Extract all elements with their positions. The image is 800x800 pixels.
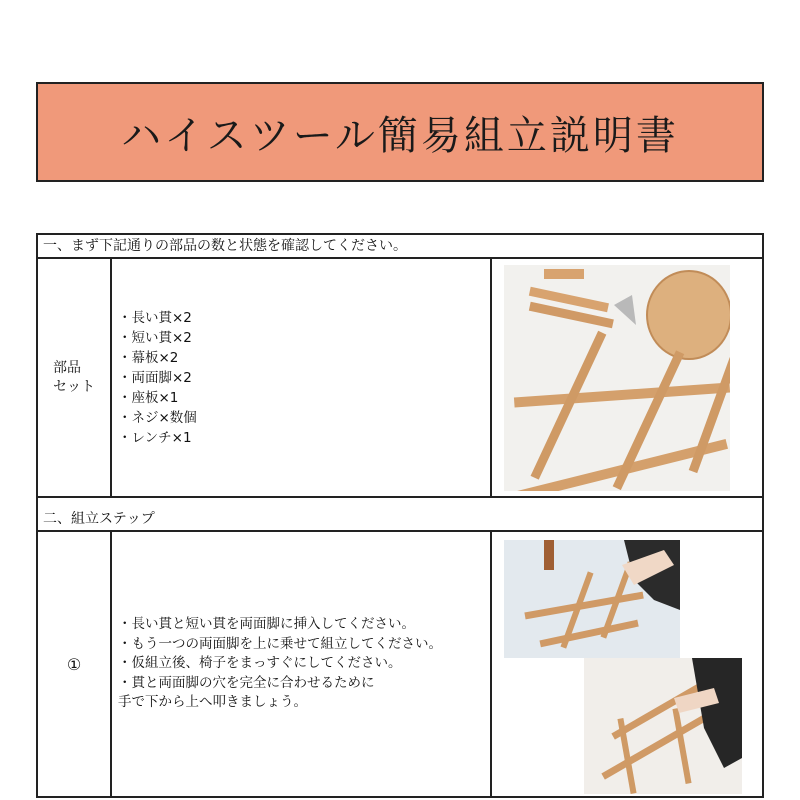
- step-line: ・貫と両面脚の穴を完全に合わせるために: [118, 674, 375, 691]
- step-line: ・もう一つの両面脚を上に乗せて組立してください。: [118, 635, 442, 652]
- parts-photo-illustration: [504, 265, 730, 491]
- step-photo-cell: [492, 532, 762, 796]
- parts-list-cell: [112, 259, 492, 496]
- document-title: ハイスツール簡易組立説明書: [121, 112, 679, 159]
- step-line: ・仮組立後、椅子をまっすぐにしてください。: [118, 655, 402, 672]
- instruction-table: [36, 233, 764, 798]
- parts-label-line1: 部品: [53, 359, 81, 376]
- parts-label-cell: [38, 259, 112, 496]
- parts-row: [38, 259, 762, 498]
- parts-label-line2: セット: [53, 378, 95, 395]
- step1-row: [38, 532, 762, 796]
- list-item: ・座板×1: [118, 389, 179, 406]
- list-item: ・長い貫×2: [118, 309, 192, 326]
- parts-list: [118, 308, 197, 448]
- step-line: ・長い貫と短い貫を両面脚に挿入してください。: [118, 616, 415, 633]
- step-photo-1-illustration: [504, 540, 680, 658]
- step-photo-2-illustration: [584, 658, 742, 794]
- step-text-cell: [112, 532, 492, 796]
- title-banner: [36, 82, 764, 182]
- section1-heading: 一、まず下記通りの部品の数と状態を確認してください。: [38, 235, 762, 259]
- step-number: ①: [66, 654, 82, 674]
- step-instructions: [118, 615, 442, 713]
- step-photo-1: [504, 540, 680, 658]
- list-item: ・ネジ×数個: [118, 409, 197, 426]
- list-item: ・レンチ×1: [118, 429, 192, 446]
- list-item: ・幕板×2: [118, 349, 179, 366]
- list-item: ・両面脚×2: [118, 369, 192, 386]
- parts-label: [53, 359, 95, 397]
- parts-photo: [504, 265, 730, 491]
- step-line: 手で下から上へ叩きましょう。: [118, 694, 307, 711]
- step-number-cell: [38, 532, 112, 796]
- list-item: ・短い貫×2: [118, 329, 192, 346]
- section2-heading: 二、組立ステップ: [38, 508, 762, 532]
- step-photo-2: [584, 658, 742, 794]
- parts-photo-cell: [492, 259, 762, 496]
